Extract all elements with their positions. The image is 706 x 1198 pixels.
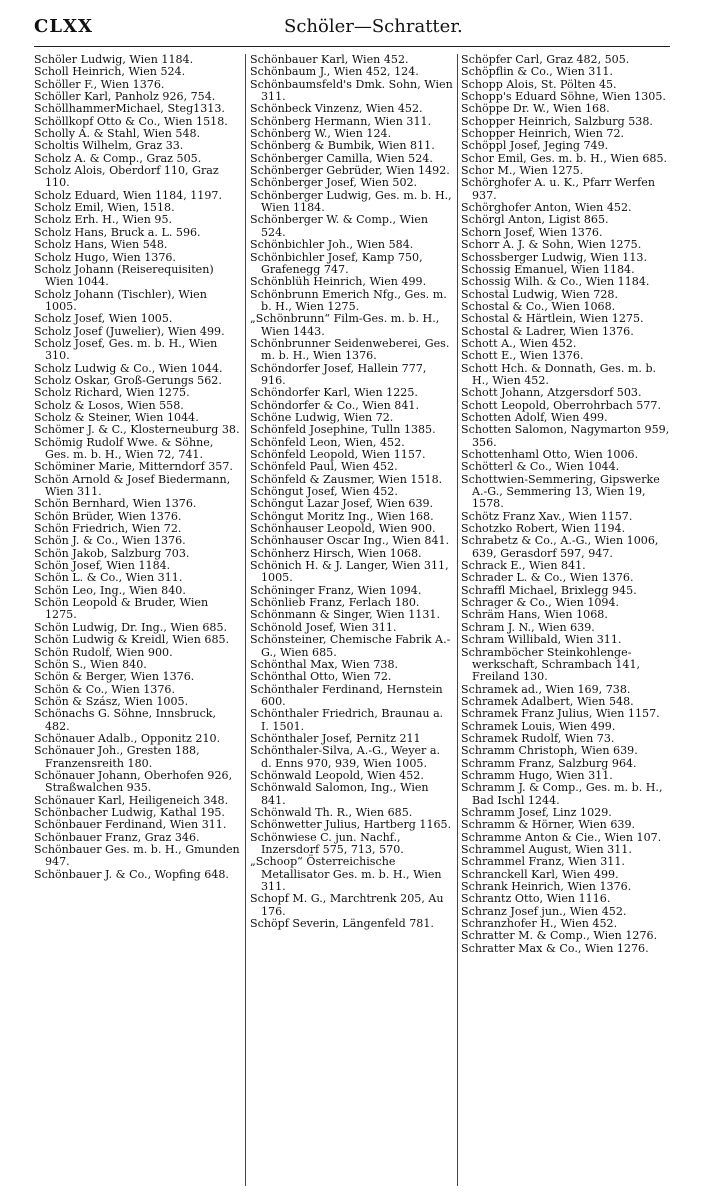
directory-entry: Schöllkopf Otto & Co., Wien 1518.	[34, 114, 228, 128]
directory-entry: Scholz Josef, Wien 1005.	[34, 312, 173, 326]
directory-entry: Schotten Adolf, Wien 499.	[461, 410, 608, 424]
directory-entry: Schrammel August, Wien 311.	[461, 843, 632, 856]
directory-entry: Schötz Franz Xav., Wien 1157.	[461, 509, 633, 523]
directory-entry: Schönlieb Franz, Ferlach 180.	[250, 596, 420, 610]
directory-entry: Schrader L. & Co., Wien 1376.	[461, 571, 634, 585]
directory-entry: Scholz & Losos, Wien 558.	[34, 398, 184, 412]
directory-entry: Schostal Ludwig, Wien 728.	[461, 287, 618, 301]
header-rule	[34, 46, 670, 47]
directory-entry: Schramm Christoph, Wien 639.	[461, 744, 638, 758]
directory-entry: Schorr A. J. & Sohn, Wien 1275.	[461, 238, 642, 252]
directory-entry: Schönauer Karl, Heiligeneich 348.	[34, 793, 229, 807]
directory-entry: Schönberg Hermann, Wien 311.	[250, 114, 432, 128]
directory-entry: Schopp's Eduard Söhne, Wien 1305.	[461, 90, 666, 104]
directory-entry: Schön Josef, Wien 1184.	[34, 559, 171, 573]
directory-entry: Schramek Adalbert, Wien 548.	[461, 694, 634, 708]
directory-entry: Schönbacher Ludwig, Kathal 195.	[34, 805, 225, 819]
directory-entry: Schönbauer J. & Co., Wopfing 648.	[34, 867, 229, 881]
directory-entry: Schönherz Hirsch, Wien 1068.	[250, 546, 422, 560]
directory-entry: Schönbrunner Seidenweberei, Ges. m. b. H., Wien 1376.	[250, 336, 450, 363]
directory-entry: Schöpflin & Co., Wien 311.	[461, 65, 614, 79]
directory-entry: Schönberger Camilla, Wien 524.	[250, 151, 433, 165]
directory-entry: Schramek ad., Wien 169, 738.	[461, 682, 631, 696]
directory-entry: Schön Rudolf, Wien 900.	[34, 645, 173, 659]
directory-entry: Schram J. N., Wien 639.	[461, 620, 595, 634]
directory-entry: Schopf M. G., Marchtrenk 205, Au 176.	[250, 892, 444, 918]
directory-entry: Schönhauser Leopold, Wien 900.	[250, 522, 436, 536]
directory-entry: Schönfeld Josephine, Tulln 1385.	[250, 423, 436, 437]
directory-entry: Schön & Co., Wien 1376.	[34, 682, 176, 696]
directory-entry: Schöndorfer Karl, Wien 1225.	[250, 386, 418, 400]
directory-entry: Schopp Alois, St. Pölten 45.	[461, 77, 617, 91]
directory-entry: Schönbichler Joh., Wien 584.	[250, 238, 414, 252]
directory-entry: Schön Ludwig & Kreidl, Wien 685.	[34, 633, 230, 647]
directory-entry: Schostal & Ladrer, Wien 1376.	[461, 324, 634, 338]
directory-entry: Schor M., Wien 1275.	[461, 164, 584, 178]
directory-entry: Schönauer Adalb., Opponitz 210.	[34, 731, 221, 745]
directory-column-1	[34, 54, 240, 881]
directory-entry: Schöler Ludwig, Wien 1184.	[34, 53, 194, 66]
directory-entry: Schönwetter Julius, Hartberg 1165.	[250, 818, 452, 832]
directory-entry: Schötterl & Co., Wien 1044.	[461, 460, 620, 474]
directory-entry: Schopper Heinrich, Salzburg 538.	[461, 114, 653, 128]
directory-entry: Scholtis Wilhelm, Graz 33.	[34, 139, 184, 153]
directory-entry: Schönauer Johann, Oberhofen 926, Straßwalchen 935.	[34, 768, 233, 795]
directory-entry: Schönthaler-Silva, A.-G., Weyer a. d. Enns 970, 939, Wien 1005.	[250, 744, 440, 770]
directory-entry: Schöminer Marie, Mitterndorf 357.	[34, 460, 233, 474]
directory-entry: Schöpfer Carl, Graz 482, 505.	[461, 53, 630, 66]
directory-entry: Schranzhofer H., Wien 452.	[461, 917, 618, 931]
directory-column-3	[461, 54, 671, 955]
directory-entry: Scholz Eduard, Wien 1184, 1197.	[34, 188, 223, 202]
directory-entry: Schratter Max & Co., Wien 1276.	[461, 941, 649, 955]
directory-entry: Schönwiese C. jun. Nachf., Inzersdorf 575, 713, 570.	[250, 830, 404, 856]
running-head: Schöler—Schratter.	[284, 16, 463, 37]
directory-entry: Scholz Emil, Wien, 1518.	[34, 201, 175, 215]
directory-column-2	[250, 54, 453, 930]
directory-entry: Schönold Josef, Wien 311.	[250, 620, 397, 634]
directory-entry: Scholly A. & Stahl, Wien 548.	[34, 127, 201, 141]
directory-entry: Schön Brüder, Wien 1376.	[34, 509, 182, 523]
directory-entry: Schön Friedrich, Wien 72.	[34, 522, 182, 536]
directory-entry: Schöninger Franz, Wien 1094.	[250, 583, 422, 597]
directory-entry: Schramm Josef, Linz 1029.	[461, 805, 612, 819]
directory-entry: Scholz Ludwig & Co., Wien 1044.	[34, 361, 223, 375]
directory-entry: Schön Arnold & Josef Biedermann, Wien 311.	[34, 472, 231, 499]
directory-entry: Schramm & Hörner, Wien 639.	[461, 818, 636, 832]
directory-entry: Scholz Johann (Tischler), Wien 1005.	[34, 287, 207, 313]
directory-entry: Schratter M. & Comp., Wien 1276.	[461, 929, 658, 943]
directory-entry: Scholz Hans, Bruck a. L. 596.	[34, 225, 201, 239]
directory-entry: Scholz Alois, Oberdorf 110, Graz 110.	[34, 164, 219, 190]
directory-entry: Schorn Josef, Wien 1376.	[461, 225, 603, 239]
directory-entry: Schön J. & Co., Wien 1376.	[34, 534, 186, 548]
directory-entry: Schön L. & Co., Wien 311.	[34, 571, 183, 585]
directory-entry: Schrantz Otto, Wien 1116.	[461, 892, 611, 906]
directory-entry: Schönsteiner, Chemische Fabrik A.-G., Wien 685.	[250, 633, 451, 659]
directory-entry: Schramek Franz Julius, Wien 1157.	[461, 707, 660, 721]
directory-entry: Schöngut Moritz Ing., Wien 168.	[250, 509, 434, 523]
directory-entry: Scholl Heinrich, Wien 524.	[34, 65, 186, 79]
directory-entry: Schönwald Th. R., Wien 685.	[250, 805, 413, 819]
directory-entry: Schönberg W., Wien 124.	[250, 127, 392, 141]
directory-entry: Schönbeck Vinzenz, Wien 452.	[250, 102, 423, 116]
directory-entry: Schönthal Otto, Wien 72.	[250, 670, 392, 684]
directory-entry: Schönachs G. Söhne, Innsbruck, 482.	[34, 707, 217, 733]
directory-entry: Schramme Anton & Cie., Wien 107.	[461, 830, 662, 844]
directory-entry: Schramböcher Steinkohlenge-werkschaft, Schrambach 141, Freiland 130.	[461, 645, 641, 684]
directory-entry: Schönthaler Friedrich, Braunau a. I. 1501.	[250, 707, 444, 733]
column-divider	[245, 54, 246, 1186]
directory-entry: Schotten Salomon, Nagymarton 959, 356.	[461, 423, 670, 449]
directory-entry: Schramm J. & Comp., Ges. m. b. H., Bad Ischl 1244.	[461, 781, 663, 807]
directory-entry: Schossig Emanuel, Wien 1184.	[461, 262, 635, 276]
directory-entry: Schor Emil, Ges. m. b. H., Wien 685.	[461, 151, 668, 165]
directory-entry: Schönwald Salomon, Ing., Wien 841.	[250, 781, 429, 807]
directory-entry: Schott Hch. & Donnath, Ges. m. b. H., Wien 452.	[461, 361, 657, 387]
directory-entry: Schörghofer Anton, Wien 452.	[461, 201, 632, 215]
directory-entry: Schön Leo, Ing., Wien 840.	[34, 583, 186, 597]
directory-entry: Schörghofer A. u. K., Pfarr Werfen 937.	[461, 176, 655, 202]
directory-entry: Scholz Hans, Wien 548.	[34, 238, 168, 252]
directory-entry: Schräm Hans, Wien 1068.	[461, 608, 608, 622]
directory-entry: Schön S., Wien 840.	[34, 657, 147, 671]
directory-entry: Schöngut Lazar Josef, Wien 639.	[250, 497, 434, 511]
directory-entry: Schostal & Härtlein, Wien 1275.	[461, 312, 644, 326]
directory-entry: Schönbaum J., Wien 452, 124.	[250, 65, 419, 79]
directory-entry: Schönauer Joh., Gresten 188, Franzensreith 180.	[34, 744, 200, 770]
directory-entry: Schönbrunn Emerich Nfg., Ges. m. b. H., Wien 1275.	[250, 287, 447, 313]
directory-entry: Schostal & Co., Wien 1068.	[461, 299, 616, 313]
directory-entry: Schopper Heinrich, Wien 72.	[461, 127, 625, 141]
page-number: CLXX	[34, 16, 93, 37]
directory-entry: Schranz Josef jun., Wien 452.	[461, 904, 627, 918]
directory-entry: Schott A., Wien 452.	[461, 336, 577, 350]
directory-entry: Schörgl Anton, Ligist 865.	[461, 213, 609, 227]
directory-entry: Scholz Josef, Ges. m. b. H., Wien 310.	[34, 336, 218, 363]
directory-entry: Schrank Heinrich, Wien 1376.	[461, 880, 632, 894]
directory-entry: Schrack E., Wien 841.	[461, 559, 586, 573]
directory-entry: Schönwald Leopold, Wien 452.	[250, 768, 424, 782]
column-divider	[457, 54, 458, 1186]
directory-entry: Schöppe Dr. W., Wien 168.	[461, 102, 610, 116]
directory-entry: Scholz A. & Comp., Graz 505.	[34, 151, 202, 165]
directory-entry: Scholz Hugo, Wien 1376.	[34, 250, 176, 264]
directory-entry: Schramm Franz, Salzburg 964.	[461, 756, 637, 770]
directory-entry: Schranckell Karl, Wien 499.	[461, 867, 619, 881]
directory-entry: Schönbauer Ferdinand, Wien 311.	[34, 818, 227, 832]
directory-entry: Schömer J. & C., Klosterneuburg 38.	[34, 423, 240, 437]
directory-entry: Schönhauser Oscar Ing., Wien 841.	[250, 534, 450, 548]
directory-entry: Schönfeld & Zausmer, Wien 1518.	[250, 472, 443, 486]
page-header	[34, 12, 674, 40]
directory-entry: Schönmann & Singer, Wien 1131.	[250, 608, 440, 622]
directory-entry: Scholz Josef (Juwelier), Wien 499.	[34, 324, 225, 338]
directory-entry: Schönberger Ludwig, Ges. m. b. H., Wien 1184.	[250, 188, 452, 215]
directory-entry: Schönthal Max, Wien 738.	[250, 657, 399, 671]
directory-entry: Schönfeld Paul, Wien 452.	[250, 460, 398, 474]
directory-entry: Schottwien-Semmering, Gipswerke A.-G., Semmering 13, Wien 19, 1578.	[461, 472, 660, 511]
directory-entry: Schott Johann, Atzgersdorf 503.	[461, 386, 642, 400]
directory-entry: „Schoop“ Österreichische Metallisator Ges. m. b. H., Wien 311.	[250, 855, 442, 894]
directory-entry: Schön & Berger, Wien 1376.	[34, 670, 195, 684]
directory-entry: „Schönbrunn“ Film-Ges. m. b. H., Wien 1443.	[250, 312, 440, 338]
directory-entry: Schönbauer Karl, Wien 452.	[250, 53, 409, 66]
directory-entry: Schramm Hugo, Wien 311.	[461, 768, 613, 782]
directory-entry: Schöller F., Wien 1376.	[34, 77, 165, 91]
directory-entry: Schraffl Michael, Brixlegg 945.	[461, 583, 637, 597]
directory-entry: Schönthaler Josef, Pernitz 211	[250, 731, 421, 745]
directory-entry: Schossig Wilh. & Co., Wien 1184.	[461, 275, 650, 289]
directory-entry: Schrabetz & Co., A.-G., Wien 1006, 639, Gerasdorf 597, 947.	[461, 534, 659, 560]
directory-entry: Schöngut Josef, Wien 452.	[250, 485, 398, 499]
directory-entry: Scholz Richard, Wien 1275.	[34, 386, 190, 400]
directory-entry: Schön Leopold & Bruder, Wien 1275.	[34, 596, 209, 622]
directory-entry: Schön Bernhard, Wien 1376.	[34, 497, 197, 511]
directory-entry: Schönfeld Leon, Wien, 452.	[250, 435, 405, 449]
directory-entry: Schrammel Franz, Wien 311.	[461, 855, 625, 869]
directory-entry: Schott Leopold, Oberrohrbach 577.	[461, 398, 661, 412]
directory-entry: Schönich H. & J. Langer, Wien 311, 1005.	[250, 559, 449, 585]
directory-entry: Schöndorfer Josef, Hallein 777, 916.	[250, 361, 427, 387]
directory-entry: Schön Ludwig, Dr. Ing., Wien 685.	[34, 620, 228, 634]
directory-entry: Schöndorfer & Co., Wien 841.	[250, 398, 420, 412]
directory-entry: Schram Willibald, Wien 311.	[461, 633, 622, 647]
directory-entry: Schönfeld Leopold, Wien 1157.	[250, 448, 426, 461]
directory-entry: Schönbauer Franz, Graz 346.	[34, 830, 200, 844]
directory-entry: Schramek Louis, Wien 499.	[461, 719, 616, 733]
directory-entry: Schönthaler Ferdinand, Hernstein 600.	[250, 682, 443, 708]
directory-entry: Scholz & Steiner, Wien 1044.	[34, 410, 199, 424]
directory-entry: Schott E., Wien 1376.	[461, 349, 584, 363]
directory-entry: Schönberg & Bumbik, Wien 811.	[250, 139, 435, 153]
directory-entry: Schön Jakob, Salzburg 703.	[34, 546, 190, 560]
directory-entry: Schönbaumsfeld's Dmk. Sohn, Wien 311.	[250, 77, 453, 104]
directory-entry: Scholz Johann (Reiserequisiten) Wien 1044.	[34, 262, 214, 289]
directory-entry: Schottenhaml Otto, Wien 1006.	[461, 448, 639, 461]
directory-entry: Scholz Oskar, Groß-Gerungs 562.	[34, 373, 222, 387]
directory-entry: Scholz Erh. H., Wien 95.	[34, 213, 173, 227]
directory-entry: Schotzko Robert, Wien 1194.	[461, 522, 626, 536]
directory-entry: SchöllhammerMichael, Steg1313.	[34, 102, 225, 116]
directory-entry: Schöpf Severin, Längenfeld 781.	[250, 917, 434, 931]
directory-entry: Schönberger Josef, Wien 502.	[250, 176, 418, 190]
directory-entry: Schönberger W. & Comp., Wien 524.	[250, 213, 428, 239]
directory-entry: Schrager & Co., Wien 1094.	[461, 596, 620, 610]
directory-entry: Schönberger Gebrüder, Wien 1492.	[250, 164, 450, 178]
directory-entry: Schöller Karl, Panholz 926, 754.	[34, 90, 216, 104]
directory-entry: Schömig Rudolf Wwe. & Söhne, Ges. m. b. H., Wien 72, 741.	[34, 435, 214, 461]
directory-entry: Schönbichler Josef, Kamp 750, Grafenegg 747.	[250, 250, 423, 276]
directory-entry: Schönblüh Heinrich, Wien 499.	[250, 275, 427, 289]
directory-entry: Schramek Rudolf, Wien 73.	[461, 731, 615, 745]
directory-entry: Schöppl Josef, Jeging 749.	[461, 139, 609, 153]
directory-entry: Schön & Szász, Wien 1005.	[34, 694, 189, 708]
directory-entry: Schöne Ludwig, Wien 72.	[250, 410, 394, 424]
directory-entry: Schossberger Ludwig, Wien 113.	[461, 250, 647, 264]
directory-entry: Schönbauer Ges. m. b. H., Gmunden 947.	[34, 843, 240, 869]
